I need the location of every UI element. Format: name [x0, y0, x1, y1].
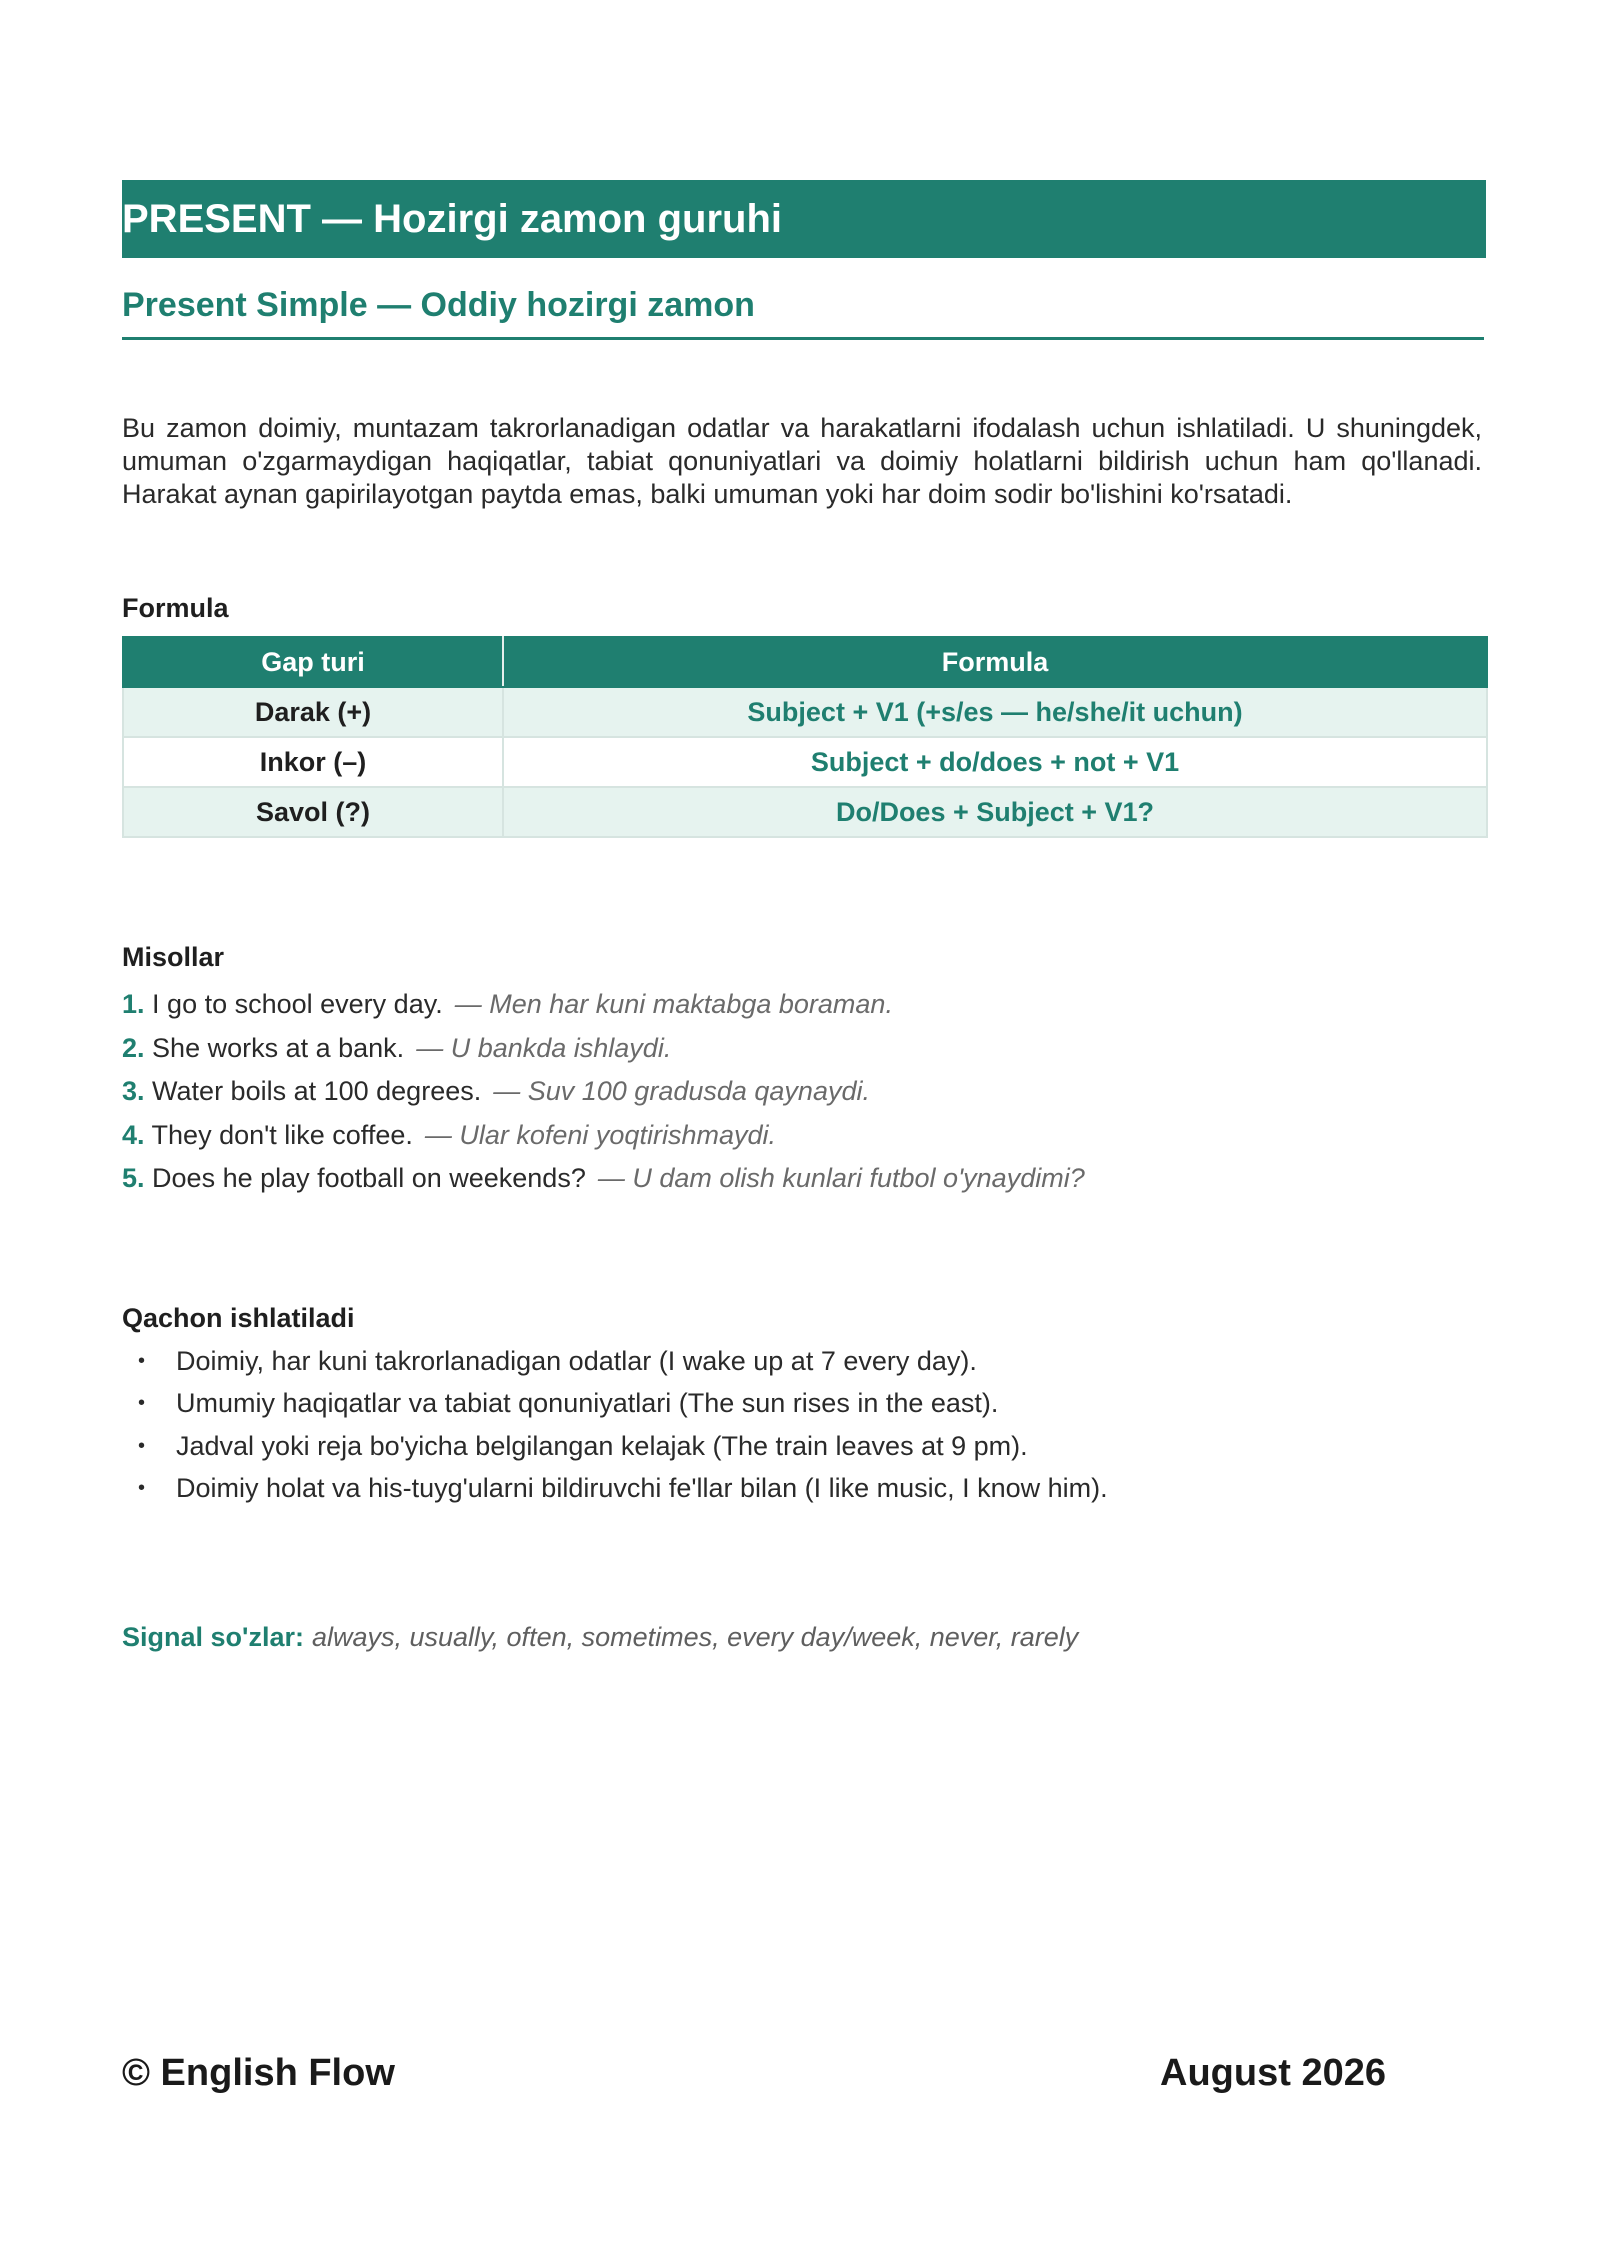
example-english: I go to school every day. — [152, 989, 443, 1019]
usage-label: Qachon ishlatiladi — [122, 1302, 355, 1333]
example-translation: — U bankda ishlaydi. — [416, 1032, 672, 1063]
row-type: Savol (?) — [123, 787, 503, 837]
document-page — [122, 180, 1486, 1653]
footer-copyright: © English Flow — [122, 2052, 395, 2094]
usage-text: Jadval yoki reja bo'yicha belgilangan kelajak (The train leaves at 9 pm). — [176, 1430, 1028, 1461]
example-translation: — Ular kofeni yoqtirishmaydi. — [424, 1119, 776, 1150]
examples-list — [122, 983, 1486, 1201]
usage-text: Doimiy, har kuni takrorlanadigan odatlar (I wake up at 7 every day). — [176, 1345, 977, 1376]
bullet-icon: • — [138, 1477, 146, 1500]
example-translation: — Men har kuni maktabga boraman. — [454, 989, 893, 1019]
example-translation: — U dam olish kunlari futbol o'ynaydimi? — [597, 1163, 1085, 1194]
formula-label: Formula — [122, 593, 229, 623]
example-english: Water boils at 100 degrees. — [152, 1076, 482, 1107]
signal-words: always, usually, often, sometimes, every day/week, never, rarely — [311, 1621, 1079, 1652]
header-type: Gap turi — [123, 637, 503, 687]
bullet-icon: • — [138, 1434, 146, 1457]
signal-words-line — [122, 1622, 1486, 1653]
example-english: She works at a bank. — [152, 1032, 405, 1063]
footer-date: August 2026 — [1160, 2052, 1386, 2094]
formula-table — [122, 636, 1488, 838]
usage-list — [122, 1340, 1486, 1510]
bullet-icon: • — [138, 1392, 146, 1415]
example-number: 1. — [122, 989, 145, 1019]
subheading: Present Simple — Oddiy hozirgi zamon — [122, 286, 1484, 340]
examples-label: Misollar — [122, 942, 225, 972]
list-item — [122, 1382, 1486, 1425]
section-banner — [122, 180, 1486, 258]
list-item — [122, 1340, 1486, 1383]
list-item — [122, 1157, 1486, 1201]
example-number: 5. — [122, 1163, 145, 1194]
usage-text: Doimiy holat va his-tuyg'ularni bildiruvchi fe'llar bilan (I like music, I know him). — [176, 1473, 1108, 1504]
list-item — [122, 1027, 1486, 1071]
list-item — [122, 983, 1486, 1027]
example-number: 3. — [122, 1076, 145, 1107]
row-formula: Subject + V1 (+s/es — he/she/it uchun) — [503, 687, 1487, 737]
row-formula: Subject + do/does + not + V1 — [503, 737, 1487, 787]
list-item — [122, 1114, 1486, 1158]
list-item — [122, 1070, 1486, 1114]
header-formula: Formula — [503, 637, 1487, 687]
banner-title: PRESENT — Hozirgi zamon guruhi — [122, 197, 783, 241]
list-item — [122, 1467, 1486, 1510]
bullet-icon: • — [138, 1349, 146, 1372]
formula-header-row — [123, 637, 1487, 687]
row-formula: Do/Does + Subject + V1? — [503, 787, 1487, 837]
signal-label: Signal so'zlar: — [122, 1621, 304, 1652]
table-row — [123, 787, 1487, 837]
example-number: 2. — [122, 1032, 145, 1063]
list-item — [122, 1425, 1486, 1468]
example-english: They don't like coffee. — [151, 1119, 413, 1150]
table-row — [123, 687, 1487, 737]
row-type: Inkor (–) — [123, 737, 503, 787]
row-type: Darak (+) — [123, 687, 503, 737]
usage-text: Umumiy haqiqatlar va tabiat qonuniyatlari (The sun rises in the east). — [176, 1388, 999, 1419]
table-row — [123, 737, 1487, 787]
example-translation: — Suv 100 gradusda qaynaydi. — [493, 1076, 870, 1107]
example-english: Does he play football on weekends? — [152, 1163, 586, 1194]
intro-paragraph: Bu zamon doimiy, muntazam takrorlanadigan odatlar va harakatlarni ifodalash uchun ishlatiladi. U shuningdek, umuman o'zgarmaydigan haqiqatlar, tabiat qonuniyatlari va doimiy holatlarni bildirish uchun ham qo'llanadi. Harakat aynan gapirilayotgan paytda emas, balki umuman yoki har doim sodir bo'lishini ko'rsatadi. — [122, 413, 1482, 509]
example-number: 4. — [122, 1119, 145, 1150]
